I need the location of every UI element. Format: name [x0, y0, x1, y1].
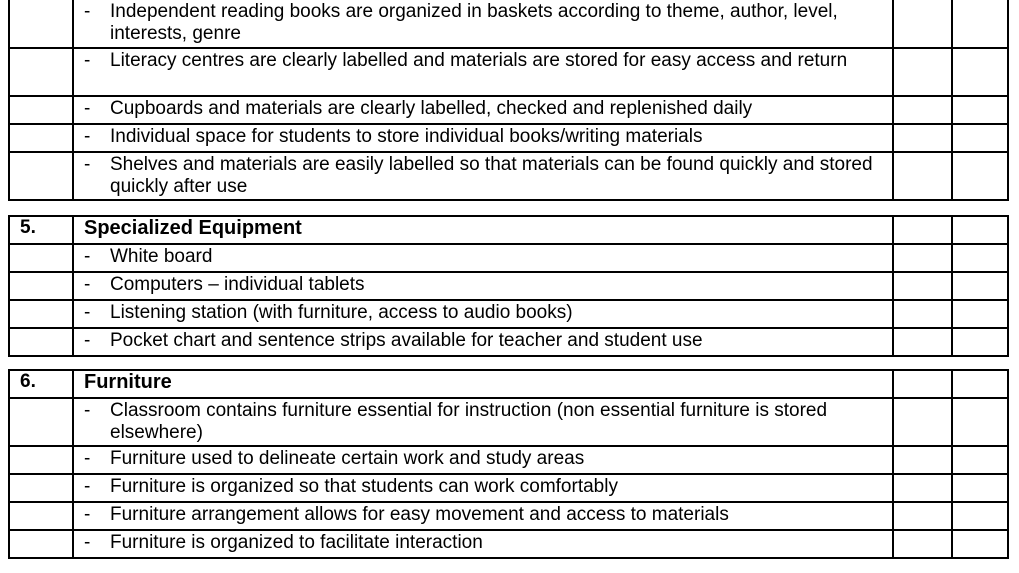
table-row	[9, 502, 1008, 530]
check-cell-yes[interactable]	[893, 370, 952, 398]
number-cell	[9, 474, 73, 502]
item-text: Computers – individual tablets	[110, 274, 365, 295]
item-text: Individual space for students to store individual books/writing materials	[110, 126, 703, 147]
section-title: Furniture	[73, 370, 893, 398]
bullet-dash: -	[84, 246, 91, 267]
item-cell	[73, 244, 893, 272]
check-cell-no[interactable]	[952, 0, 1008, 48]
number-cell	[9, 244, 73, 272]
table-row	[9, 398, 1008, 446]
check-cell-no[interactable]	[952, 216, 1008, 244]
number-cell	[9, 152, 73, 200]
item-cell	[73, 530, 893, 558]
check-cell-yes[interactable]	[893, 48, 952, 96]
table-row	[9, 0, 1008, 48]
bullet-dash: -	[84, 1, 91, 22]
item-cell	[73, 474, 893, 502]
check-cell-yes[interactable]	[893, 502, 952, 530]
item-text: Furniture is organized to facilitate interaction	[110, 532, 483, 553]
item-text: Furniture is organized so that students can work comfortably	[110, 476, 618, 497]
table-row	[9, 328, 1008, 356]
item-cell	[73, 0, 893, 48]
number-cell	[9, 272, 73, 300]
number-cell	[9, 300, 73, 328]
check-cell-no[interactable]	[952, 124, 1008, 152]
check-cell-yes[interactable]	[893, 124, 952, 152]
bullet-dash: -	[84, 504, 91, 525]
item-text: Furniture used to delineate certain work and study areas	[110, 448, 585, 469]
item-text: Independent reading books are organized in baskets according to theme, author, level, interests, genre	[110, 1, 838, 44]
bullet-dash: -	[84, 302, 91, 323]
check-cell-no[interactable]	[952, 502, 1008, 530]
checklist-table-furniture	[8, 369, 1009, 559]
check-cell-yes[interactable]	[893, 272, 952, 300]
number-cell	[9, 0, 73, 48]
check-cell-no[interactable]	[952, 272, 1008, 300]
number-cell	[9, 96, 73, 124]
item-cell	[73, 124, 893, 152]
check-cell-yes[interactable]	[893, 398, 952, 446]
item-text: Classroom contains furniture essential for instruction (non essential furniture is stored elsewhere)	[110, 400, 828, 443]
section-number: 6.	[9, 370, 73, 398]
bullet-dash: -	[84, 330, 91, 351]
check-cell-no[interactable]	[952, 446, 1008, 474]
number-cell	[9, 48, 73, 96]
item-text: Literacy centres are clearly labelled and materials are stored for easy access and return	[110, 50, 848, 71]
bullet-dash: -	[84, 532, 91, 553]
item-cell	[73, 272, 893, 300]
check-cell-yes[interactable]	[893, 216, 952, 244]
table-row	[9, 244, 1008, 272]
checklist-table-specialized-equipment	[8, 215, 1009, 357]
item-text: Pocket chart and sentence strips available for teacher and student use	[110, 330, 703, 351]
check-cell-no[interactable]	[952, 300, 1008, 328]
item-cell	[73, 446, 893, 474]
number-cell	[9, 398, 73, 446]
table-row	[9, 152, 1008, 200]
bullet-dash: -	[84, 274, 91, 295]
check-cell-yes[interactable]	[893, 300, 952, 328]
check-cell-no[interactable]	[952, 370, 1008, 398]
check-cell-no[interactable]	[952, 96, 1008, 124]
check-cell-no[interactable]	[952, 530, 1008, 558]
table-row	[9, 124, 1008, 152]
check-cell-no[interactable]	[952, 398, 1008, 446]
table-row	[9, 530, 1008, 558]
check-cell-no[interactable]	[952, 244, 1008, 272]
item-cell	[73, 96, 893, 124]
section-header-row	[9, 370, 1008, 398]
item-text: White board	[110, 246, 213, 267]
check-cell-yes[interactable]	[893, 244, 952, 272]
item-text: Listening station (with furniture, access to audio books)	[110, 302, 573, 323]
number-cell	[9, 530, 73, 558]
table-row	[9, 48, 1008, 96]
item-cell	[73, 398, 893, 446]
number-cell	[9, 328, 73, 356]
item-cell	[73, 152, 893, 200]
bullet-dash: -	[84, 476, 91, 497]
check-cell-yes[interactable]	[893, 474, 952, 502]
item-cell	[73, 328, 893, 356]
checklist-table-continued	[8, 0, 1009, 201]
number-cell	[9, 124, 73, 152]
section-title: Specialized Equipment	[73, 216, 893, 244]
table-row	[9, 300, 1008, 328]
item-text: Cupboards and materials are clearly labelled, checked and replenished daily	[110, 98, 753, 119]
number-cell	[9, 446, 73, 474]
table-row	[9, 446, 1008, 474]
check-cell-yes[interactable]	[893, 530, 952, 558]
check-cell-yes[interactable]	[893, 0, 952, 48]
number-cell	[9, 502, 73, 530]
bullet-dash: -	[84, 448, 91, 469]
check-cell-no[interactable]	[952, 474, 1008, 502]
section-header-row	[9, 216, 1008, 244]
bullet-dash: -	[84, 98, 91, 119]
table-row	[9, 272, 1008, 300]
check-cell-no[interactable]	[952, 152, 1008, 200]
check-cell-yes[interactable]	[893, 96, 952, 124]
bullet-dash: -	[84, 50, 91, 71]
table-row	[9, 474, 1008, 502]
bullet-dash: -	[84, 154, 91, 175]
bullet-dash: -	[84, 400, 91, 421]
item-text: Furniture arrangement allows for easy movement and access to materials	[110, 504, 729, 525]
check-cell-yes[interactable]	[893, 446, 952, 474]
check-cell-yes[interactable]	[893, 152, 952, 200]
item-text: Shelves and materials are easily labelled so that materials can be found quickly and stored quickly after use	[110, 154, 873, 197]
check-cell-yes[interactable]	[893, 328, 952, 356]
check-cell-no[interactable]	[952, 328, 1008, 356]
table-row	[9, 96, 1008, 124]
section-number: 5.	[9, 216, 73, 244]
check-cell-no[interactable]	[952, 48, 1008, 96]
bullet-dash: -	[84, 126, 91, 147]
item-cell	[73, 48, 893, 96]
item-cell	[73, 502, 893, 530]
item-cell	[73, 300, 893, 328]
